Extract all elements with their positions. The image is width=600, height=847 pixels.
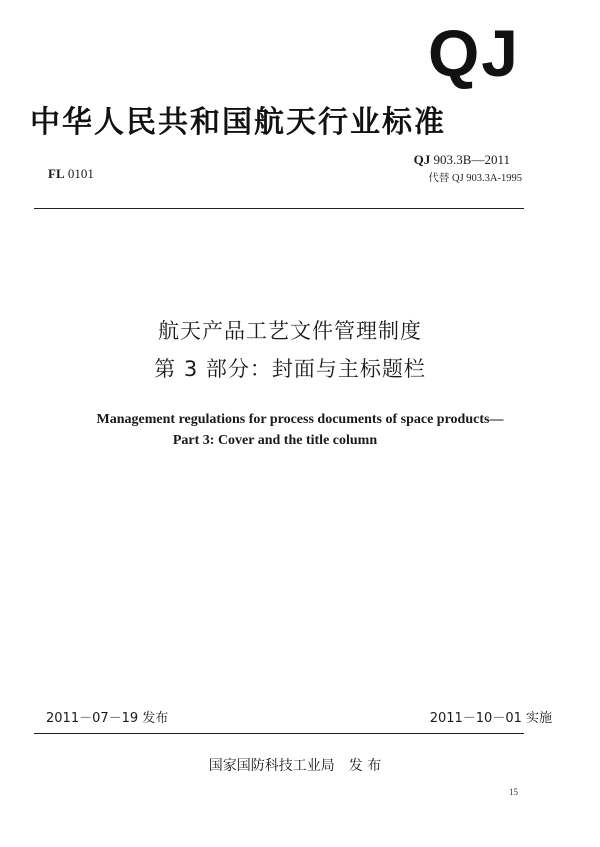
classification-prefix: FL — [48, 166, 65, 181]
chinese-title-line-2: 第 3 部分：封面与主标题栏 — [154, 357, 426, 381]
header-divider — [34, 208, 524, 209]
standard-number-value: 903.3B—2011 — [433, 152, 510, 167]
qj-logo: QJ — [427, 16, 520, 90]
classification-number: 0101 — [67, 166, 94, 181]
implementation-date: 2011－10－01 实施 — [429, 711, 552, 726]
footer-divider — [34, 733, 524, 734]
english-title-line-1: Management regulations for process documents of space products— — [96, 412, 504, 427]
publisher: 国家国防科技工业局 发 布 — [208, 758, 382, 774]
standard-category-title: 中华人民共和国航天行业标准 — [30, 105, 446, 140]
classification-code — [48, 166, 94, 182]
chinese-title-line-1: 航天产品工艺文件管理制度 — [158, 319, 422, 343]
standard-number — [414, 152, 510, 168]
replaces-note: 代替 QJ 903.3A-1995 — [428, 173, 522, 184]
english-title-line-2: Part 3: Cover and the title column — [172, 433, 378, 448]
page-number: 15 — [509, 787, 518, 797]
standard-prefix: QJ — [413, 152, 431, 167]
issue-date: 2011－07－19 发布 — [46, 711, 169, 726]
